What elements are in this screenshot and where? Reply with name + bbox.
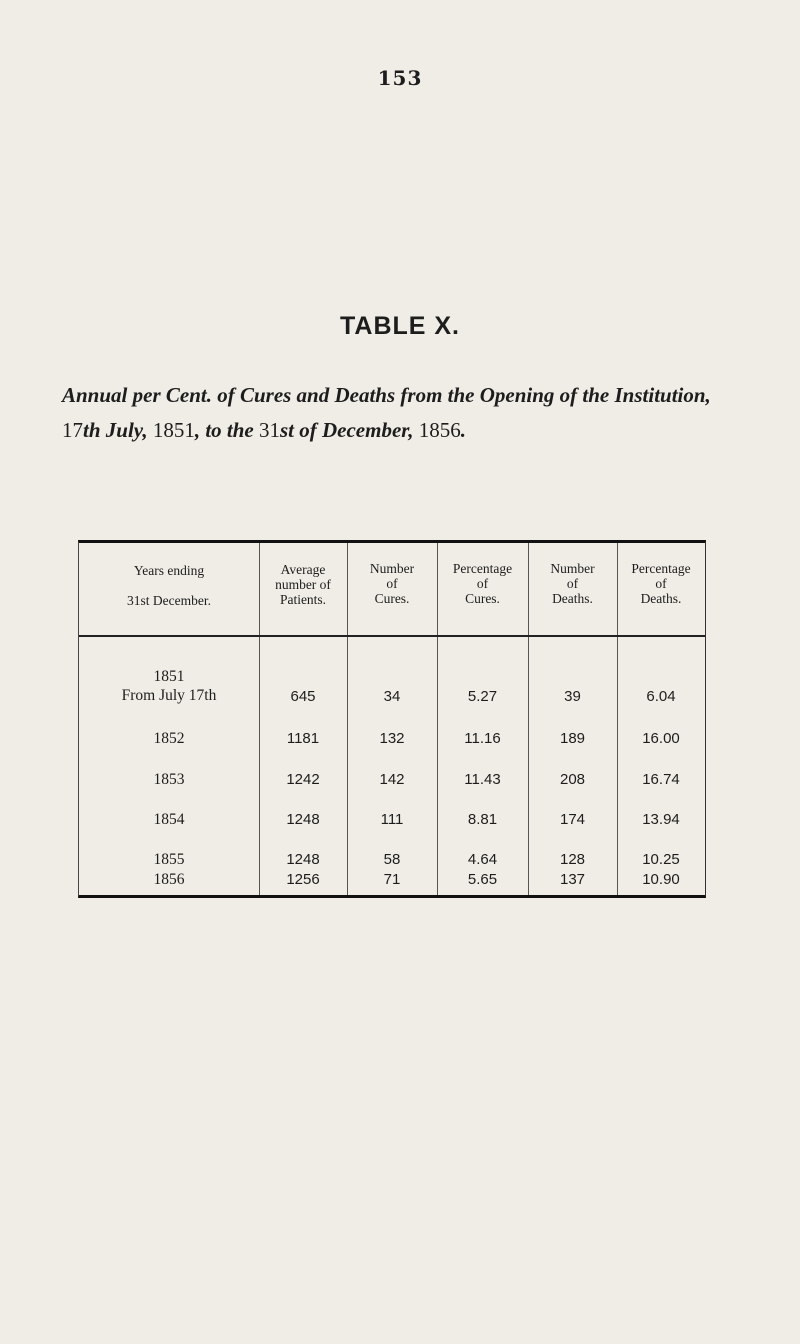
row-cures: 58 [383,851,401,868]
row-patients: 645 [290,688,316,705]
caption-text: . [460,418,467,442]
row-year [79,667,259,705]
header-patients [259,562,347,607]
row-year: 1855 [153,851,185,868]
header-pct-cures [437,561,528,606]
row-pct-cures: 11.43 [464,771,501,788]
row-pct-cures: 11.16 [464,730,501,747]
statistics-table [78,540,706,898]
row-deaths: 189 [559,730,586,747]
caption-text: , to the [194,418,259,442]
header-years-line1: Years ending [133,563,205,578]
row-patients: 1242 [286,771,320,788]
row-cures: 132 [379,730,405,747]
header-years [79,563,259,608]
header-patients-line: Average [280,562,326,577]
row-pct-deaths: 10.25 [642,851,680,868]
header-pct-deaths-line: of [655,576,667,591]
row-patients: 1181 [286,730,320,747]
row-pct-deaths: 16.74 [642,771,680,788]
row-pct-deaths: 16.00 [642,730,680,747]
header-pct-cures-line: of [476,576,489,591]
row-pct-cures: 8.81 [467,811,498,828]
caption-year-end: 1856 [418,418,461,442]
row-year-value: 1851 [153,668,185,685]
header-pct-deaths [617,561,705,606]
row-pct-deaths: 6.04 [646,688,676,705]
header-cures-line: Cures. [374,591,410,606]
header-years-line2: 31st December. [127,593,211,608]
header-cures-line: Number [369,561,415,576]
header-cures [347,561,437,606]
header-rule [79,635,705,637]
header-pct-cures-line: Percentage [452,561,513,576]
row-pct-deaths: 13.94 [642,811,680,828]
row-cures: 71 [383,871,401,888]
row-patients: 1248 [286,851,320,868]
row-patients: 1256 [286,871,320,888]
caption-text: th July, [83,418,153,442]
row-deaths: 208 [559,771,586,788]
header-deaths-line: of [566,576,579,591]
header-deaths-line: Number [550,561,595,576]
header-deaths-line: Deaths. [552,591,593,606]
header-patients-line: Patients. [279,592,327,607]
row-deaths: 39 [564,688,581,705]
caption-year-start: 1851 [152,418,195,442]
row-deaths: 137 [559,871,586,888]
header-pct-cures-line: Cures. [465,591,500,606]
row-year: 1854 [153,811,185,828]
caption-day: 17 [62,418,83,442]
row-pct-cures: 5.27 [467,688,498,705]
row-pct-cures: 4.64 [467,851,498,868]
row-deaths: 174 [559,811,586,828]
row-year: 1856 [153,871,185,888]
row-patients: 1248 [286,811,320,828]
row-cures: 111 [380,811,404,828]
row-deaths: 128 [559,851,586,868]
row-pct-deaths: 10.90 [642,871,680,888]
row-year: 1852 [153,730,185,747]
caption-text: Annual per Cent. of Cures and Deaths from the Opening of the Institution, [62,383,711,407]
header-pct-deaths-line: Percentage [631,561,691,576]
row-year: 1853 [153,771,185,788]
row-cures: 142 [379,771,405,788]
table-caption [62,378,752,448]
row-year-note: From July 17th [121,687,217,704]
page-number: 153 [377,66,423,90]
header-patients-line: number of [275,577,331,592]
row-cures: 34 [383,688,401,705]
header-cures-line: of [386,576,398,591]
header-deaths [528,561,617,606]
table-title: TABLE X. [339,312,461,340]
caption-text: st of December, [280,418,419,442]
header-pct-deaths-line: Deaths. [640,591,682,606]
row-pct-cures: 5.65 [467,871,498,888]
caption-day-end: 31 [259,418,280,442]
